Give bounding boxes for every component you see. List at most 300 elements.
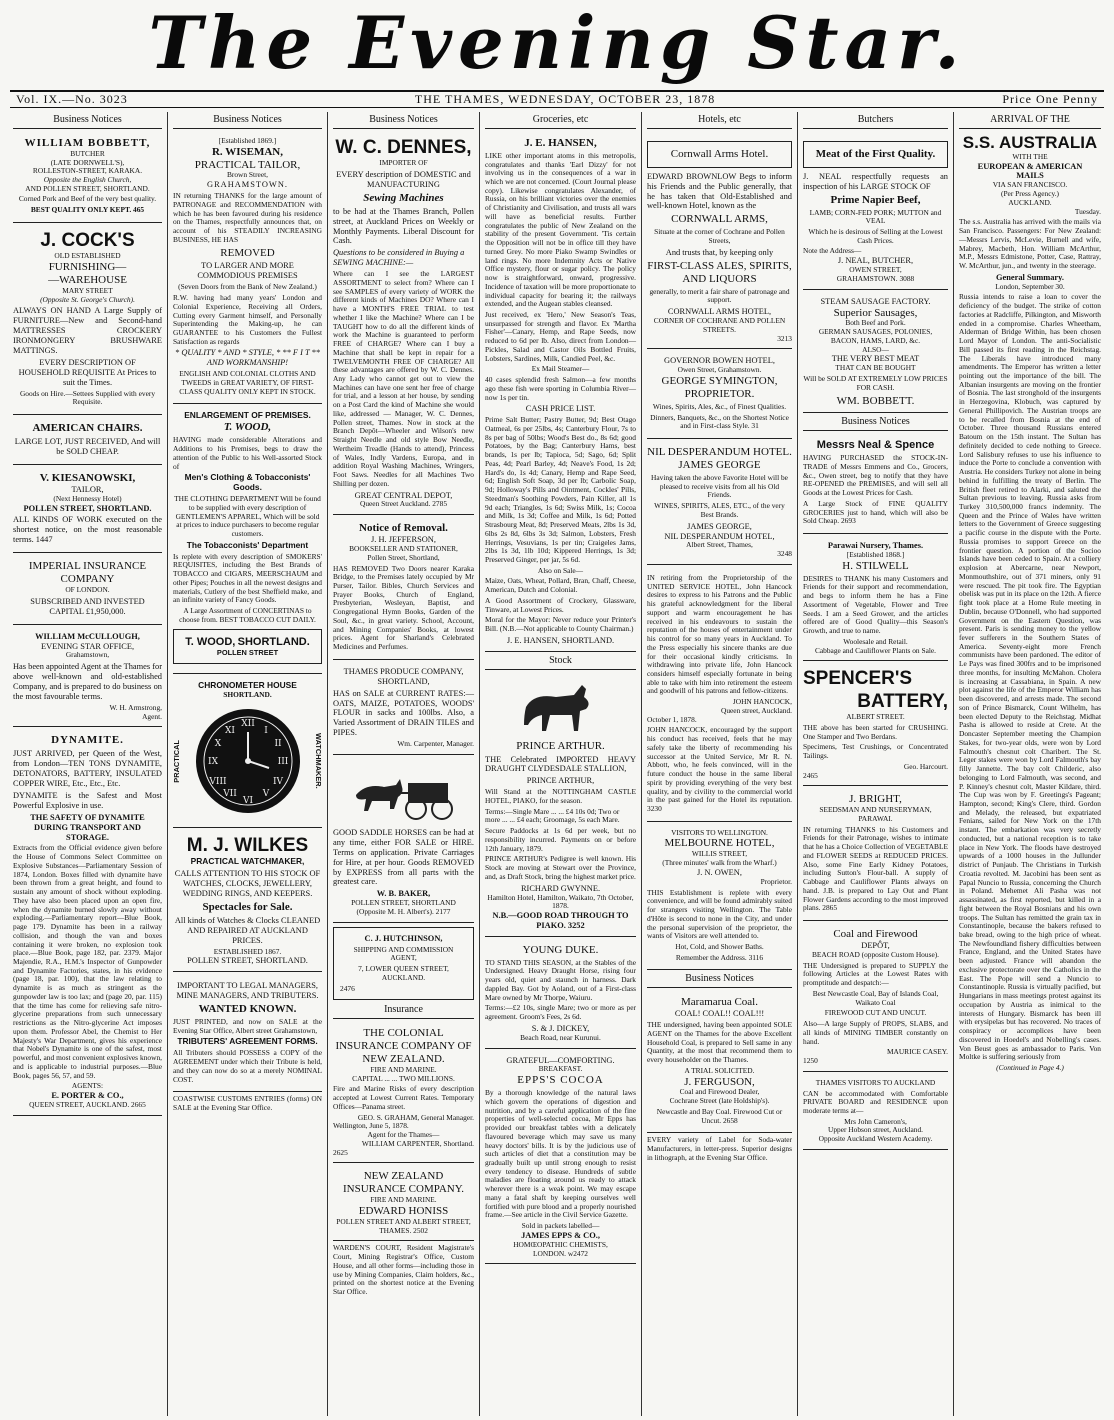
ad-line: BACON, HAMS, LARD, &c. [830, 335, 921, 345]
ad-text: ENGLISH AND COLONIAL CLOTHS AND TWEEDS in GREAT VARIETY, OF FIRST-CLASS QUALITY ONLY KEPT IN STOCK. [179, 369, 316, 396]
clock-side-label: WATCHMAKER. [314, 733, 323, 789]
wood-sign [173, 629, 322, 665]
ad-line: Wellington, June 5, 1878. [333, 1121, 409, 1131]
ad-young-duke [485, 940, 636, 1049]
ad-text: Having taken the above Favorite Hotel will be pleased to receive visits from all his Old Friends. [651, 472, 788, 500]
ad-text: TO STAND THIS SEASON, at the Stables of the Undersigned. Heavy Draught Horse, rising four years old, quiet and staunch in harness. Dark dappled Bay. Got by Aoland, out of a First-class Mare owned by Mr Thorpe, Waiuru. [485, 957, 636, 1002]
ad-text: JUST PRINTED, and now on SALE at the Evening Star Office, Albert street Grahamstown, [173, 1017, 322, 1035]
ad-name: W. B. BAKER, [376, 889, 431, 899]
ad-hancock [647, 568, 792, 822]
ad-coal-firewood [803, 924, 948, 1072]
masthead [0, 0, 1114, 86]
ad-text: EVERY description of DOMESTIC and MANUFACTURING [336, 169, 471, 189]
ad-name: Meat of the First Quality. [803, 141, 948, 168]
ad-signature: RICHARD GWYNNE. [520, 883, 601, 893]
ad-line: ESTABLISHED 1867. [213, 946, 282, 956]
sign-text: SHORTLAND. [237, 635, 310, 648]
ad-line: Also on Sale— [537, 565, 584, 575]
ad-text: Which he is desirous of Selling at the Lowest Cash Prices. [808, 227, 943, 245]
ad-imperial-insurance [13, 556, 162, 624]
ad-text: ALL KINDS OF WORK executed on the shortest notice, on the most reasonable terms. 1447 [13, 515, 162, 545]
column-heading: Hotels, etc [647, 114, 792, 129]
ad-colonial-insurance [333, 1023, 474, 1163]
ad-line: HOMŒOPATHIC CHEMISTS, [513, 1239, 608, 1249]
ad-line: POLLEN STREET AND ALBERT STREET, THAMES. 2502 [336, 1217, 471, 1235]
ad-line: 3248 [777, 549, 792, 559]
horse-carriage-icon [344, 765, 464, 825]
ad-line: 2625 [333, 1147, 348, 1157]
columns [8, 112, 1106, 1416]
ad-line: BREAKFAST. [538, 1064, 583, 1074]
ad-line: Woolesale and Retail. [843, 636, 908, 646]
ad-name: MELBOURNE HOTEL, [664, 837, 775, 850]
ad-baker [333, 758, 474, 923]
column-6 [798, 112, 954, 1416]
ad-line: BEACH ROAD (opposite Custom House). [811, 949, 940, 959]
svg-text:II: II [273, 738, 282, 749]
ad-text: THE undersigned, having been appointed SOLE AGENT on the Thames for the above Excellent Household Coal, is prepared to Sell same in any Quantity, at the most that recommend them to every householder on the Thames. [647, 1020, 792, 1065]
ad-text: Fire and Marine Risks of every description accepted at Lowest Current Rates. Temporary Offices—Panama street. [333, 1084, 474, 1111]
svg-text:V: V [262, 788, 269, 799]
ad-line: Men's Clothing & Tobacconists' Goods. [184, 472, 311, 493]
ad-signature: Agent. [142, 711, 162, 721]
ad-name: SPENCER'S [803, 668, 913, 690]
ad-line: PARAWAI. [858, 814, 893, 823]
ad-wiseman [173, 133, 322, 405]
ad-text: Will be SOLD AT EXTREMELY LOW PRICES FOR CASH. [803, 374, 948, 392]
ad-line: Note the Address— [803, 246, 862, 256]
ad-line: Owen Street, Grahamstown. [677, 365, 762, 375]
ad-governor-bowen [647, 352, 792, 439]
svg-text:X: X [214, 738, 221, 749]
section-heading: Business Notices [803, 416, 948, 431]
ad-signature: MAURICE CASEY. [886, 1047, 948, 1057]
ad-name: Parawai Nursery, Thames. [827, 541, 924, 551]
ad-text: Situate at the corner of Cochrane and Pollen Streets, [654, 227, 785, 246]
ad-line: [Established 1868.] [846, 550, 905, 560]
ad-name: J. BRIGHT, [849, 793, 902, 806]
ad-line: CORNER OF COCHRANE AND POLLEN STREETS. [653, 316, 786, 334]
issue-date: THE THAMES, WEDNESDAY, OCTOBER 23, 1878 [414, 92, 716, 106]
ad-text: THE Celebrated IMPORTED HEAVY DRAUGHT CLYDESDALE STALLION, [485, 754, 636, 774]
ad-line: (Next Hennessy Hotel) [53, 493, 122, 503]
ad-name: J. COCK'S [40, 229, 135, 251]
ad-private-board [803, 1075, 948, 1150]
ad-bobbett [13, 133, 162, 223]
ad-mccullough [13, 628, 162, 728]
ad-name: NIL DESPERANDUM HOTEL. [647, 446, 792, 459]
ad-text: Terms:—£2 10s, single Mare; two or more as per agreement. Groom's Fees, 2s 6d. [485, 1003, 636, 1022]
ad-text: EVERY DESCRIPTION OF HOUSEHOLD REQUISITE At Prices to suit the Times. [18, 357, 157, 387]
ad-parawai-nursery [803, 537, 948, 661]
ad-line: AND POLLEN STREET, SHORTLAND. [25, 183, 150, 193]
ad-tributers [173, 975, 322, 1092]
ad-wardens-court: WARDEN'S COURT, Resident Magistrate's Court, Mining Registrar's Office, Custom House, and all other forms—including those in use by Mining Companies, Claim holders, &c., printed on the shortest notice at the Evening Star Office. [333, 1243, 474, 1297]
ad-name: YOUNG DUKE. [522, 943, 599, 956]
ad-text: Maize, Oats, Wheat, Pollard, Bran, Chaff, Cheese, American, Dutch and Colonial. [485, 576, 636, 595]
ad-text: J. NEAL respectfully requests an inspection of his LARGE STOCK OF [803, 171, 948, 191]
ad-line: WILLIS STREET, [691, 849, 748, 859]
ad-text: FIRST-CLASS ALES, SPIRITS, AND LIQUORS [647, 259, 792, 285]
ad-dynamite [13, 730, 162, 1115]
ad-line: J. N. OWEN, [697, 867, 742, 877]
ad-neal [803, 133, 948, 290]
ad-line: SEEDSMAN AND NURSERYMAN, [819, 805, 932, 815]
ad-name: NEW ZEALAND INSURANCE COMPANY. [342, 1170, 465, 1196]
sign-text: T. WOOD, [185, 635, 236, 648]
ad-signature: CORNWALL ARMS HOTEL, [667, 307, 772, 317]
ad-name: GOVERNOR BOWEN HOTEL, [664, 356, 775, 366]
ad-line: FURNISHING— [48, 261, 127, 274]
ad-text: Prime Salt Butter; Pastry Butter, 9d; Best Otago Oatmeal, 6s per 25lbs, 4s; Canterbury Flour, 7s to 8s per bag of 50lbs; Wood's Best do., 8s 6d; good Potatoes, by the Bag; Canterbury Hams, best brands, 1s per lb; Tapioca, 5d; Sago, 6d; Split Peas, 4d; Pearl Barley, 4d; Neave's Food, 1s 2d; Hard's do, 1s 4d; Canary, Hemp and Rape Seed, 6d; English Soft Soap, 3d per lb; Carbolic Soap, 9d; Holloway's Pills and Ointment, Cockles' Pills, Steedman's Soothing Powders, Pain Killer, all 1s 9d each; Triangles, 1s 6d; Swiss Milk, 1s; Cocoa and Milk, 1s 3d; Coffee and Milk, 1s 6d; Potted Strasbourg Meat, 8d; Preserved Meats, 2lbs 1s 3d, 6lbs 2s 8d, 6lbs 3s 3d; Salmon, Lobsters, Fresh Herrings, Vesuvians, 1s per tin; Craigeles Jams, 2lbs 1s 3d, 1lb 10d; Kippered Herrings, 1s 3d; Preserved Ginger, per jar, 5s 6d. [485, 415, 636, 564]
clock-row [173, 700, 322, 822]
ad-line: October 1, 1878. [647, 714, 697, 724]
ad-text: Just received, ex 'Hero,' New Season's Teas, unsurpassed for strength and flavor. Ex 'Martha Fisher'—Canary, Hemp, and Rape Seeds, now reduced to 6d per lb. Also, direct from London—Pickles, Salad and Castor Oils Bottled Fruits, Lobsters, Sardines, Milk, Candied Peel, &c. [485, 309, 636, 363]
ad-line: JAMES GEORGE [678, 459, 761, 471]
section-heading: Business Notices [647, 973, 792, 988]
column-7 [954, 112, 1106, 1416]
ad-line: MARY STREET [62, 285, 113, 295]
ad-text: (Seven Doors from the Bank of New Zealand.) [178, 282, 317, 292]
ad-text: SUBSCRIBED AND INVESTED CAPITAL £1,950,000. [30, 596, 145, 616]
ad-line: [Established 1869.] [218, 135, 277, 145]
ad-line: N.B.—GOOD ROAD THROUGH TO PIAKO. 3252 [492, 910, 629, 930]
ad-line: GERMAN SAUSAGES, POLONIES, [818, 327, 933, 337]
ad-thames-produce [333, 663, 474, 755]
ad-name: J. E. HANSEN, [524, 136, 597, 149]
ad-maramarua-coal [647, 992, 792, 1133]
news-line: London, September 30. [995, 281, 1065, 291]
ad-line: GEORGE SYMINGTON, PROPRIETOR. [661, 374, 778, 400]
ad-text: DESIRES to THANK his many Customers and Friends for their support and recommendation, and begs to inform them he has a Fine Assortment of Vegetable, Flower and Tree Seeds. I am a Seed Grower, and the articles offered are of Good Quality—this Season's Growth, and true to name. [803, 573, 948, 636]
ad-chronometer-house [173, 677, 322, 828]
news-headline: S.S. AUSTRALIA [962, 132, 1098, 152]
ad-signature: W. H. Armstrong, [109, 702, 162, 712]
ad-line: A TRIAL SOLICITED. [684, 1065, 755, 1075]
ad-wilkes [173, 831, 322, 972]
ad-text: TO LARGER AND MORE COMMODIOUS PREMISES [197, 261, 298, 281]
ad-text: All Tributers should POSSESS a COPY of the AGREEMENT under which their Tribute is held, and they can now do so at a merely NOMINAL COST. [173, 1048, 322, 1084]
horse-icon [516, 681, 606, 737]
ad-text: Where can I see the LARGEST ASSORTMENT to select from? Where can I see SAMPLES of every variety of WORK the different kinds of Machines DO? Where can I have a MONTH'S FREE TRIAL to test whether I like the Machine? Where can I be TAUGHT how to do all the different kinds of work the Machine is guaranteed to perform FREE of CHARGE? Where can I buy a Machine that shall be kept in repair for a TWELVEMONTH FREE OF CHARGE? All these advantages are offered by W. C. Dennes. Any Lady who cannot get out to view the Machines can have one sent her free of charge for trial, and a lesson at her house, by sending on a Post Card the kind of Machine she would like, addressed — Manager, W. C. Dennes, Pollen street, Thames. Now in stock at the Branch Depôt—Wheeler and Wilson's new Straight Needle and old style Bow Needle, Wertheim Treadle (Hands to attend), Princess of Wales, Indly Vardens, Europa, and in addition Royal Washing Machines, Wringers, Foot Saws. Needles for all Machines Two Shilling per dozen. [333, 269, 474, 488]
clock-side-label: PRACTICAL [172, 739, 181, 783]
column-heading: Butchers [803, 114, 948, 129]
ad-text: 40 cases splendid fresh Salmon—a few months ago these fish were sporting in Columbia River—now 1s per tin. [485, 375, 636, 402]
svg-text:III: III [277, 756, 288, 767]
ad-signature: Wm. Carpenter, Manager. [397, 739, 474, 749]
news-text: Russia intends to raise a loan to cover the deficiency of the budget. The strike of cotton factories at Radcliffe, Pilkington, and Misworth ended in a compromise. Charles Wheetham, Alderman of Bridge Within, has been chosen Lord Mayor of London. The anti-Socialistic Bill passed its first reading in the Reichstag. The Liberals have introduced many amendments. The Emperor has written a letter pointing out the importance of the bill. The Albanian insurgents are moving on the frontier of Bosnia. The last stronghold of the insurgents in Herzegovina, Klobuch, was captured by General Phillipovich. The Austrian troops are to be recalled from Bosnia at the end of October. Three thousand Russians entered Batoum on the 15th instant. The Sultan has definitely decided to cede nothing to Greece. Lord Salisbury refuses to use his influence to induce the Porte to conclude a convention with Austria. He considers Turkey not alone in being behind in fulfilling the treaty of Berlin. The British fleet retired to Alarki, and saluted the Sultan previous to leaving. Russia asks from Turkey 310,500,000 francs indemnity. The Queen and the Prince of Wales have written letters to the Government of Greece suggesting a pacific course in the dispute with the Porte. Russia promises to support Greece on the frontier question. A portion of the Socioo Islands have been ceded to Spain. At a colliery explosion at Abercarne, near Newport, Monmouthshire, out of 371 miners, only 91 were rescued. The pit took fire. The Egyptian obelisk was put in its place on the 12th. A fierce fight took place at a Home Rule meeting in Dublin, because O'Donnell, who had supported Government on the Eastern Question, was present. Paris is sending money to the yellow fever sufferers in the Southern States of America. Seventy-eight more French communists have been pardoned. The editor of Le Pays was fined 300frs and to be imprisoned three months, for insulting McMahon. Cholera is increasing at Cassabiana, in Spain. A new plot against the life of the Emperor William has been discovered, and arrests made. The second son of Prince Bismarck, Count Wilhelm, has been elected Deputy to the Reichstag. Midhat Pasha is allowed to reside at Crete. At the Doncaster September meeting the Champion Stakes, for two-year olds, were won by Lord Falmouth's chesnut colt Charibert. The St. Leger stakes were won by Lord Falmouth's bay filly Jannette. The bay colt Childeric, also belonging to Lord Falmouth, was second, and P. Kinney's chesnut colt, Master Kildare, third. The Cup was won by F. Greetings's Pageant; Hampton, second; King's Clere, third. Gordon and Melady, the released, but expatriated Fenians, sailed for New York on the 17th instant. The embarkation was very secretly conducted, but a national reception is to take place in New York. The floods have destroyed upwards of a 1000 houses in the Jullunder district of Punjaub. The Christians in Turkish Croatia revolted. M. Jacobini has been sent as Papal Nuncio to Russia, concerning the Church in Poland. Mehemet Ali Pasha was not assassinated, as first reported, but killed in a fight between the Royal Bosnians and his own troops. The Sultan has remitted the grain tax in Constantinople, because the bakers refused to bake bread, owing to the high price of wheat. The Newfoundland fishery difficulties between France, England, and the United States have been adjusted. France will abandon the exclusive protectorate over the Catholics in the East. The Pope will send a Nuncio to Constantinople. Russia is virtually pacified, but Hungarians in mass meetings protest against its occupation by Austria as inimical to the interests of Hungary. Bismarck has been ill with erysipelas but has recovered. No traces of conspiracy or accomplices have been discovered in Hoedel's and Nobelling's cases. Von Beust goes as ambassador to Paris. Von Moltke is suffering seriously from [959, 292, 1101, 1062]
ad-signature: J. E. HANSEN, SHORTLAND. [506, 635, 615, 645]
ad-text: SHIPPING AND COMMISSION AGENT, [353, 944, 454, 963]
ad-signature: S. & J. DICKEY, [531, 1023, 590, 1033]
ad-name: IMPERIAL INSURANCE COMPANY [28, 560, 147, 586]
ad-text: THIS Establishment is replete with every convenience, and will be found admirably suited for strangers visiting Wellington. The Table d'Hôte is second to none in the City, and under the personal supervision of the proprietor, the wants of Visitors are well attended to. [647, 887, 792, 941]
ad-signature: GEO. S. GRAHAM, General Manager. [357, 1112, 474, 1122]
ad-bright [803, 789, 948, 921]
ad-text: Questions to be considered in Buying a SEWING MACHINE:— [333, 248, 465, 268]
ad-text: Hot, Cold, and Shower Baths. [675, 941, 764, 951]
ad-signature: JAMES GEORGE, [687, 521, 752, 531]
ad-hansen [485, 133, 636, 652]
news-text: The s.s. Australia has arrived with the mails via San Francisco. Passengers: For New Zealand:—Messrs Lervis, McLevie, Burnell and wife, Mabrey, Macbeth, Hon. William McArthur, M.P., Messrs Edmistone, Potter, Case, Rattray, W. McArthur, jun., and twenty in the steerage. [959, 217, 1101, 270]
column-2 [168, 112, 328, 1416]
ad-text: THE Undersigned is prepared to SUPPLY the following Articles at the Lowest Rates with promptitude and despatch:— [803, 960, 948, 988]
ad-line: (LATE DORNWELL'S), [50, 157, 125, 167]
ad-spencers-battery [803, 664, 948, 786]
sign-text: POLLEN STREET [216, 647, 279, 657]
ad-line: EDWARD HONISS [358, 1205, 449, 1218]
ad-dennes [333, 133, 474, 515]
ad-line: Sewing Machines [363, 191, 444, 204]
ad-signature: WILLIAM CARPENTER, Shortland. [361, 1138, 474, 1148]
ad-epps-cocoa [485, 1052, 636, 1265]
ad-line: Agent for the Thames— [367, 1130, 440, 1140]
news-line: MAILS [1016, 171, 1044, 181]
ad-line: JAMES EPPS & CO., [521, 1230, 600, 1240]
clock-icon [193, 706, 303, 816]
ad-text: THE SAFETY OF DYNAMITE DURING TRANSPORT AND STORAGE. [30, 812, 145, 842]
ad-text: Extracts from the Official evidence given before the House of Commons Select Committee on Explosive Substances—Parliamentary Session of 1874, London. Boxes filled with dynamite have been thrown from a great height, and found to sustain any amount of shock without exploding. They have also been placed upon an open fire, when the dynamite burned slowly away without exploding.—Parliamentary report—Blue Book, page 179. Dynamite has been in a railway collision, and though the van and boxes containing it were broken, no explosion took place.—Blue Book, page 182, par. 2379. Major Majendie, R.A., H.M.'s Inspector of Gunpowder and Dynamite Factories, states, in his evidence (page 18, par. 100), that the law relating to dynamite is as much as stringent as the gunpowder law is too lax; and (page 20, par. 115) that the time has come for relieving safe nitro-glycerine preparations from such unnecessary restrictions as the Nitro-glycerine Act imposes upon them. Professor Abel, the Chemist to Her Majesty's War Department, gives his experience that Nobel's Dynamite is one of the safest, most powerful, and most convenient explosives known, and is applicable to industrial purposes.—Blue Book, pages 56, 57, and 59. [13, 843, 162, 1080]
ad-name: STEAM SAUSAGE FACTORY. [820, 296, 931, 306]
ad-line: Prime Napier Beef, [830, 193, 921, 206]
ad-line: GRAHAMSTOWN. [207, 180, 288, 190]
ad-line: Ex Mail Steamer— [531, 364, 590, 374]
ad-text: JOHN HANCOCK, encouraged by the support his conduct has received, feels that he may safely take the liberty of recommending his successor at the United Service, Mr R. N. Abbott, who, he feels convinced, will in the future conduct the house in the same liberal spirit by providing everything of the very best quality, and by civility to the commercial world in the past gained for the Hotel its reputation. 3230 [647, 725, 792, 814]
ad-line: E. PORTER & CO., [51, 1091, 124, 1100]
svg-text:IX: IX [207, 756, 218, 767]
ad-line: Beach Road, near Kurunui. [520, 1032, 601, 1042]
ad-cornwall-arms [647, 133, 792, 349]
ad-kiesanowski [13, 468, 162, 553]
ad-signature: WM. BOBBETT. [836, 394, 915, 407]
news-continued: (Continued in Page 4.) [996, 1063, 1064, 1072]
svg-text:IV: IV [272, 776, 283, 787]
news-subhead: General Summary. [996, 272, 1064, 282]
ad-line: TAILOR, [71, 484, 104, 494]
ad-line: Hamilton Hotel, Hamilton, Waikato, 7th October, 1878. [487, 892, 634, 911]
ad-line: 3213 [777, 333, 792, 343]
ad-signature: J. NEAL, BUTCHER, [837, 256, 914, 266]
ad-text: A Good Assortment of Crockery, Glassware, Tinware, at Lowest Prices. [485, 595, 636, 614]
ad-text: EDWARD BROWNLOW Begs to inform his Friends and the Public generally, that he has taken that Old-Established and well-known Hotel, known as the [647, 171, 792, 211]
ad-text: Remember the Address. 3116 [675, 952, 764, 962]
ad-line: PRACTICAL TAILOR, [194, 158, 301, 171]
ad-text: IN retiring from the Proprietorship of the UNITED SERVICE HOTEL, John Hancock desires to express to his Patrons and the Public his grateful acknowledgment for the liberal support and warm encouragement he has received in his endeavours to sustain the reputation of the houses of entertainment under his control for so many years in Auckland. To the Press especially his sincere thanks are due for their occasional kindly criticisms. In withdrawing into private life, John Hancock considers himself especially fortunate in being able to take with him into retirement the esteem and goodwill of his patrons and fellow-citizens. [647, 572, 792, 696]
ad-melbourne-hotel [647, 825, 792, 971]
ad-text: CALLS ATTENTION TO HIS STOCK OF WATCHES, CLOCKS, JEWELLERY, WEDDING RINGS, AND KEEPERS. [174, 869, 321, 898]
ad-text: BEST QUALITY ONLY KEPT. 465 [30, 205, 145, 215]
ad-line: Mrs John Cameron's, [844, 1116, 907, 1126]
ad-line: Superior Sausages, [833, 306, 918, 319]
ad-line: TRIBUTERS' AGREEMENT FORMS. [177, 1036, 318, 1047]
ad-line: THE VERY BEST MEAT [831, 354, 920, 364]
ad-text: Has been appointed Agent at the Thames for above well-known and old-established Company, and is prepared to do business on the most favourable terms. [13, 662, 162, 701]
ad-line: FIRE AND MARINE. [370, 1065, 437, 1075]
column-heading: ARRIVAL OF THE [959, 114, 1101, 129]
ad-text: Also—A large Supply of PROPS, SLABS, and all kinds of MINING TIMBER constantly on hand. [803, 1019, 948, 1046]
ad-text: IN returning THANKS to his Customers and Friends for their Patronage, wishes to intimate that he has a Choice Collection of VEGETABLE and FLOWER SEEDS at REDUCED PRICES. Also, some Fine Early Kidney Potatoes, including Sutton's Flour-ball. A supply of Cabbage and Cauliflower Plants always on hand. J.B. is prepared to Lay Out and Plant Flower Gardens according to the most improved plans. 2865 [803, 824, 948, 913]
ad-line: Opposite Auckland Western Academy. [818, 1134, 933, 1144]
ad-text: Corned Pork and Beef of the very best quality. [18, 194, 157, 204]
ad-line: Sold in packets labelled— [521, 1221, 600, 1231]
ad-text: CAN be accommodated with Comfortable PRIVATE BOARD and RESIDENCE upon moderate terms at— [803, 1088, 948, 1115]
ad-name: Messrs Neal & Spence [816, 439, 935, 452]
ad-nil-desperandum [647, 442, 792, 565]
ad-text: generally, to merit a fair share of patronage and support. [649, 286, 790, 305]
ad-name: EPPS'S COCOA [517, 1074, 604, 1087]
ad-text: Newcastle and Bay Coal. Firewood Cut or Uncut. 2658 [656, 1106, 783, 1125]
ad-line: ALSO— [862, 344, 889, 354]
ad-text: Wines, Spirits, Ales, &c., of Finest Qualities. [652, 401, 787, 411]
ad-name: WILLIAM McCULLOUGH, [35, 631, 140, 641]
ad-text: ALWAYS ON HAND A Large Supply of FURNITURE—New and Second-hand MATTRESSES CROCKERY IRONMONGERY BRUSHWARE MATTINGS. [13, 306, 162, 356]
ad-line: EVENING STAR OFFICE, [40, 641, 135, 651]
ad-name: THE COLONIAL INSURANCE COMPANY OF NEW ZEALAND. [335, 1027, 472, 1066]
column-4 [480, 112, 642, 1416]
ad-line: THAT CAN BE BOUGHT [835, 363, 916, 373]
ad-text: Terms:—Single Mare ... ... £4 10s 0d; Two or more ... ... £4 each; Groomage, 5s each Mare. [485, 806, 620, 825]
ad-coastwise: COASTWISE CUSTOMS ENTRIES (forms) ON SALE at the Evening Star Office. [173, 1094, 322, 1113]
ad-text: Goods on Hire.—Settees Supplied with every Requisite. [19, 388, 156, 407]
ad-signature: Geo. Harcourt. [903, 761, 948, 771]
ad-text: HAS REMOVED Two Doors nearer Karaka Bridge, to the Premises lately occupied by Mr Purser, Tailor. Bibles, Church Services and Prayer Books, Church of England, Presbyterian, Wesleyan, Baptist, and Congregational Hymn Books, Garden of the Soul, &c., in great variety. School, Account, and Mining Companies' Books, at lowest prices. Agent for Sharland's Celebrated Medicines and Perfumes. [333, 563, 474, 652]
ad-line: OF LONDON. [65, 585, 110, 595]
ad-line: DEPÔT, [861, 941, 890, 951]
ad-text: PRINCE ARTHUR's Pedigree is well known. His Stock are moving at Stewart over the Province, and, as Draft Stock, bring the highest market price. [485, 854, 636, 881]
ad-name: Coal and Firewood [833, 928, 918, 941]
ad-name: WANTED KNOWN. [198, 1003, 297, 1016]
svg-text:VII: VII [222, 788, 237, 799]
ad-name: J. H. JEFFERSON, [371, 535, 436, 545]
column-heading: Groceries, etc [485, 114, 636, 129]
news-line: WITH THE [1012, 151, 1048, 161]
ad-signature: NIL DESPERANDUM HOTEL, [664, 531, 775, 541]
ad-line: BUTCHER [70, 148, 105, 158]
column-3 [328, 112, 480, 1416]
ad-text: HAVING PURCHASED the STOCK-IN-TRADE of Messrs Emmens and Co., Grocers, &c., Owen street, beg to notify that they have RE-OPENED the PREMISES, and will sell all Goods at the Lowest Prices for Cash. [803, 453, 948, 498]
ad-line: Both Beef and Pork. [845, 318, 906, 328]
ad-name: M. J. WILKES [186, 834, 309, 856]
ad-name: AMERICAN CHAIRS. [32, 422, 143, 435]
ad-line: CAPITAL ... ... TWO MILLIONS. [352, 1073, 455, 1083]
ad-text: to be had at the Thames Branch, Pollen street, at Auckland Prices on Weekly or Monthly Payments. Liberal Discount for Cash. [333, 206, 474, 246]
ad-line: GRAHAMSTOWN. 3088 [836, 273, 915, 283]
column-heading: Business Notices [333, 114, 474, 129]
ad-text: A Large Stock of FINE QUALITY GROCERIES just to hand, which will also be Sold Cheap. 2693 [803, 498, 948, 526]
ad-line: AGENTS: [71, 1081, 104, 1091]
ad-line: LONDON. w2472 [532, 1248, 588, 1258]
ad-text: LAMB; CORN-FED PORK; MUTTON and VEAL [809, 207, 942, 226]
ad-line: Pollen Street, Shortland, [367, 552, 440, 562]
ad-line: The Tobacconists' Department [186, 539, 309, 550]
ad-line: (Three minutes' walk from the Wharf.) [662, 858, 777, 868]
ad-name: T. WOOD, [223, 421, 272, 434]
ad-line: ALBERT STREET. [846, 712, 905, 722]
ad-line: Queen Street Auckland. 2785 [359, 499, 448, 509]
ad-neal-spence [803, 435, 948, 534]
ad-line: COAL! COAL!! COAL!!! [674, 1009, 765, 1019]
ad-heading: THAMES PRODUCE COMPANY, SHORTLAND, [343, 666, 464, 686]
ad-name: C. J. HUTCHINSON, [364, 933, 443, 943]
volume-number: Vol. IX.—No. 3023 [16, 92, 128, 106]
ad-jefferson [333, 518, 474, 660]
ad-name: PRINCE ARTHUR. [516, 739, 605, 752]
ad-name: W. C. DENNES, [335, 136, 472, 158]
ad-text: HAS on SALE at CURRENT RATES:— OATS, MAIZE, POTATOES, WOODS' FLOUR in sacks and 100lbs. Also, a Varied Assortment of DRAIN TILES and PIPES. [333, 688, 474, 738]
svg-text:VI: VI [242, 795, 253, 806]
ad-line: POLLEN STREET, SHORTLAND. [23, 503, 152, 513]
ad-line: Brown Street, [226, 170, 269, 180]
news-line: EUROPEAN & AMERICAN [977, 161, 1083, 171]
ad-text: Specimens, Test Crushings, or Concentrated Tailings. [803, 742, 948, 761]
dateline [10, 90, 1104, 108]
ad-line: H. STILWELL [842, 559, 909, 572]
ad-text: THE above has been started for CRUSHING. One Stamper and Two Berdans. [803, 722, 948, 741]
ad-line: 1250 [803, 1056, 818, 1066]
ad-text: THE CLOTHING DEPARTMENT Will be found to be supplied with every description of GENTLEMEN'S APPAREL, Which will be sold at prices to induce purchasers to become regular customers. [174, 494, 321, 539]
ad-line: POLLEN STREET, SHORTLAND [351, 898, 456, 908]
ad-text: DYNAMITE is the Safest and Most Powerful Explosive in use. [13, 790, 162, 810]
ad-text: IN returning THANKS for the large amount of PATRONAGE and RECOMMENDATION with which he has been favoured during his residence on the Thames, respectfully announces that, on account of his STEADILY INCREASING BUSINESS, HE HAS [173, 191, 322, 244]
ad-heading: CHRONOMETER HOUSE [198, 680, 297, 691]
news-line: Tuesday. [1074, 206, 1101, 216]
ad-steam-sausage [803, 293, 948, 414]
news-line: AUCKLAND. [1008, 197, 1052, 207]
ad-text: GOOD SADDLE HORSES can be had at any time, either FOR SALE or HIRE. Terms on application. Private Carriages for Hire, at per hour. Goods REMOVED by EXPRESS from all parts with the greatest care. [333, 827, 474, 887]
svg-text:XII: XII [240, 718, 255, 729]
ad-heading: ENLARGEMENT OF PREMISES. [184, 410, 311, 421]
ad-heading: VISITORS TO WELLINGTON. [671, 827, 768, 837]
ad-line: 2465 [803, 770, 818, 780]
price: Price One Penny [1002, 92, 1098, 106]
column-heading: Business Notices [13, 114, 162, 129]
ad-text: * QUALITY * AND * STYLE, * ** F I T ** AND WORKMANSHIP! [175, 348, 320, 368]
ad-line: Coal and Firewood Dealer, [679, 1087, 760, 1097]
ad-nz-insurance [333, 1166, 474, 1241]
ad-cocks [13, 226, 162, 415]
ad-line: Proprietor. [760, 876, 792, 886]
ad-line: Upper Hobson street, Auckland. [827, 1125, 924, 1135]
svg-text:XI: XI [224, 725, 235, 736]
ad-signature: JOHN HANCOCK, [732, 697, 792, 707]
ad-name: Cornwall Arms Hotel. [647, 141, 792, 168]
ad-name: WILLIAM BOBBETT, [24, 136, 151, 149]
ad-line: Spectacles for Sale. [202, 900, 293, 913]
ad-line: PRACTICAL WATCHMAKER, [190, 856, 305, 867]
ad-text: Best Newcastle Coal, Bay of Islands Coal, Waikato Coal [812, 988, 939, 1007]
ad-line: (Opposite St. George's Church). [40, 294, 135, 304]
ad-text: LARGE LOT, JUST RECEIVED, And will be SOLD CHEAP. [14, 437, 161, 457]
ad-line: FIRE AND MARINE. [370, 1195, 437, 1205]
ad-text: JUST ARRIVED, per Queen of the West, from London—TEN TONS DYNAMITE, DETONATORS, BATTERY, INSULATED COPPER WIRE, Etc., Etc., Etc. [13, 749, 162, 788]
ad-text: 7, LOWER QUEEN STREET, AUCKLAND. [358, 964, 449, 982]
ad-line: Queen street, Auckland. [720, 705, 792, 715]
ad-text: R.W. having had many years' London and Colonial Experience, Receiving all Orders, Cutting every Garment himself, and Personally Superintending the Making-up, he can GUARANTEE to his Customers the Fullest Satisfaction as regards [173, 293, 322, 346]
ad-heading: IMPORTANT TO LEGAL MANAGERS, MINE MANAGERS, AND TRIBUTERS. [176, 981, 319, 1001]
ad-prince-arthur [485, 674, 636, 937]
ad-line: (Opposite M. H. Albert's). 2177 [356, 907, 451, 916]
ad-text: By a thorough knowledge of the natural laws which govern the operations of digestion and nutrition, and by a careful application of the fine properties of well-selected cocoa, Mr Epps has provided our breakfast tables with a delicately flavoured beverage which may save us many heavy doctors' bills. It is by the judicious use of such articles of diet that a constitution may be gradually built up until strong enough to resist every tendency to disease. Hundreds of subtle maladies are floating around us ready to attack wherever there is a weak point. We may escape many a fatal shaft by keeping ourselves well fortified with pure blood and a properly nourished frame.—See article in the Civil Service Gazette. [485, 1088, 636, 1220]
ad-heading: GRATEFUL—COMFORTING. [506, 1055, 615, 1065]
ad-text: LIKE other important atoms in this metropolis, congratulates and thanks 'Earl Dizzy' for not involving us in the consequences of a war in which we are not concerned. (Court Journal please copy). Likewise congratulates Alexander, of Russia, on his brilliant victories over the enemies of Christianity and Civilisation, and trusts all wars will have as beneficial results. Further congratulates the public of New Zealand on the stability of the present Government. 'Tis certain the Opposition will not be in office till they have turned Grey. No more Piako Swamp Swindles or land rings. No more Indemnity Acts or Native Office mystery, flour or sugar policy. The policy now is straightforward, onward, progressive. Incidence of taxation will be more proportionate to individual capacity for bearing it; the railways extended, and the Augean stables cleansed. [485, 150, 636, 309]
ad-name: DYNAMITE. [51, 734, 124, 747]
ad-line: QUEEN STREET, AUCKLAND. 2665 [29, 1099, 146, 1109]
ad-text: WINES, SPIRITS, ALES, ETC., of the very Best Brands. [654, 501, 785, 519]
ad-hutchinson [333, 927, 474, 1001]
section-heading: Stock [485, 655, 636, 670]
news-line: VIA SAN FRANCISCO. [992, 180, 1068, 190]
ad-line: Grahamstown, [65, 650, 110, 660]
